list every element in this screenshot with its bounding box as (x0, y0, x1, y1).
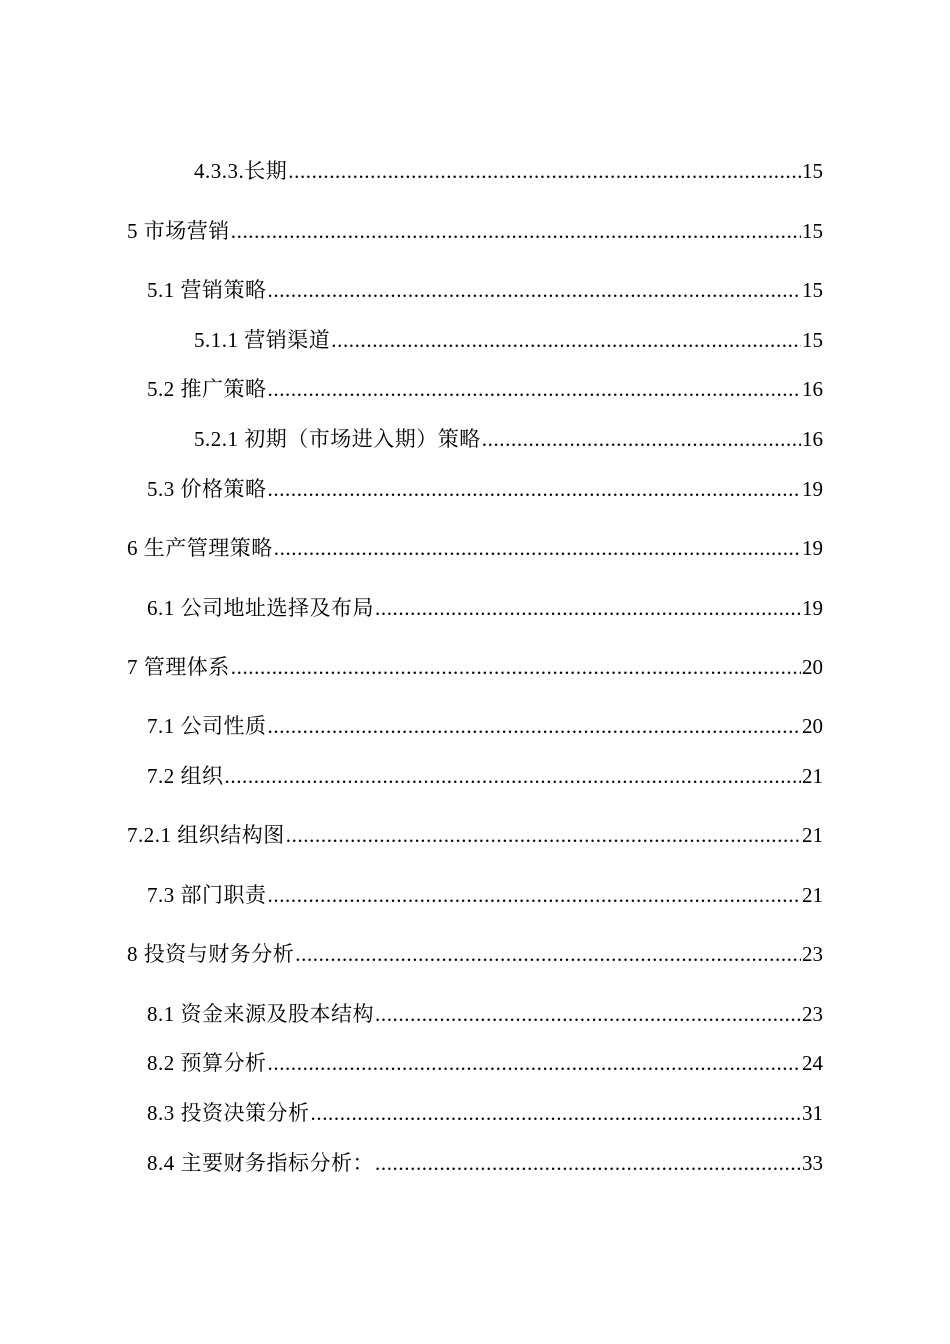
toc-entry-8-3[interactable] (147, 1100, 823, 1126)
toc-entry-title: 8.3 投资决策分析 (147, 1101, 310, 1125)
toc-entry-title: 5.1.1 营销渠道 (194, 328, 331, 352)
toc-dot-leader (225, 763, 802, 789)
toc-page-number: 21 (802, 823, 823, 847)
toc-entry-title: 8.4 主要财务指标分析： (147, 1151, 374, 1175)
toc-entry-7-2[interactable] (147, 763, 823, 789)
toc-dot-leader (482, 426, 801, 452)
toc-page-number: 19 (802, 536, 823, 560)
toc-dot-leader (268, 277, 802, 303)
toc-entry-7[interactable] (127, 654, 823, 680)
toc-dot-leader (268, 882, 802, 908)
toc-entry-5[interactable] (127, 218, 823, 244)
toc-page-number: 23 (802, 942, 823, 966)
toc-entry-7-3[interactable] (147, 882, 823, 908)
toc-entry-title: 5.2 推广策略 (147, 377, 267, 401)
toc-page-number: 21 (802, 883, 823, 907)
toc-entry-title: 8.1 资金来源及股本结构 (147, 1002, 374, 1026)
toc-entry-title: 5.3 价格策略 (147, 477, 267, 501)
toc-entry-7-2-1[interactable] (127, 822, 823, 848)
toc-entry-4-3-3[interactable] (194, 158, 823, 184)
toc-dot-leader (231, 654, 801, 680)
toc-page-number: 23 (802, 1002, 823, 1026)
toc-entry-title: 5.1 营销策略 (147, 278, 267, 302)
toc-entry-title: 5 市场营销 (127, 219, 230, 243)
toc-page-number: 21 (802, 764, 823, 788)
toc-page-number: 19 (802, 477, 823, 501)
toc-entry-title: 4.3.3.长期 (194, 159, 288, 183)
toc-dot-leader (231, 218, 801, 244)
toc-dot-leader (375, 595, 801, 621)
toc-entry-8-1[interactable] (147, 1001, 823, 1027)
toc-page-number: 16 (802, 427, 823, 451)
toc-page-number: 31 (802, 1101, 823, 1125)
toc-entry-title: 7.1 公司性质 (147, 714, 267, 738)
toc-dot-leader (268, 376, 802, 402)
toc-entry-8-4[interactable] (147, 1150, 823, 1176)
toc-page-number: 19 (802, 596, 823, 620)
toc-dot-leader (268, 1050, 802, 1076)
toc-entry-title: 8 投资与财务分析 (127, 942, 295, 966)
toc-page-number: 15 (802, 219, 823, 243)
toc-entry-8-2[interactable] (147, 1050, 823, 1076)
toc-dot-leader (331, 327, 801, 353)
toc-entry-6-1[interactable] (147, 595, 823, 621)
toc-dot-leader (286, 822, 801, 848)
toc-dot-leader (311, 1100, 802, 1126)
toc-page-number: 20 (802, 714, 823, 738)
toc-page-number: 16 (802, 377, 823, 401)
toc-entry-5-3[interactable] (147, 476, 823, 502)
toc-dot-leader (274, 535, 801, 561)
toc-dot-leader (268, 476, 802, 502)
toc-entry-title: 7.2 组织 (147, 764, 224, 788)
toc-entry-title: 6.1 公司地址选择及布局 (147, 596, 374, 620)
toc-entry-6[interactable] (127, 535, 823, 561)
toc-entry-title: 7 管理体系 (127, 655, 230, 679)
toc-entry-title: 7.3 部门职责 (147, 883, 267, 907)
toc-entry-5-2[interactable] (147, 376, 823, 402)
toc-page-number: 20 (802, 655, 823, 679)
toc-dot-leader (268, 713, 802, 739)
toc-entry-title: 5.2.1 初期（市场进入期）策略 (194, 427, 481, 451)
toc-page-number: 24 (802, 1051, 823, 1075)
toc-entry-8[interactable] (127, 941, 823, 967)
toc-entry-title: 6 生产管理策略 (127, 536, 273, 560)
toc-dot-leader (295, 941, 801, 967)
toc-page-number: 15 (802, 278, 823, 302)
toc-entry-5-1-1[interactable] (194, 327, 823, 353)
toc-dot-leader (375, 1150, 801, 1176)
toc-page-number: 15 (802, 328, 823, 352)
toc-dot-leader (375, 1001, 801, 1027)
toc-page-number: 15 (802, 159, 823, 183)
toc-entry-5-2-1[interactable] (194, 426, 823, 452)
toc-entry-5-1[interactable] (147, 277, 823, 303)
toc-entry-7-1[interactable] (147, 713, 823, 739)
toc-entry-title: 7.2.1 组织结构图 (127, 823, 285, 847)
toc-entry-title: 8.2 预算分析 (147, 1051, 267, 1075)
toc-dot-leader (288, 158, 801, 184)
toc-page-number: 33 (802, 1151, 823, 1175)
